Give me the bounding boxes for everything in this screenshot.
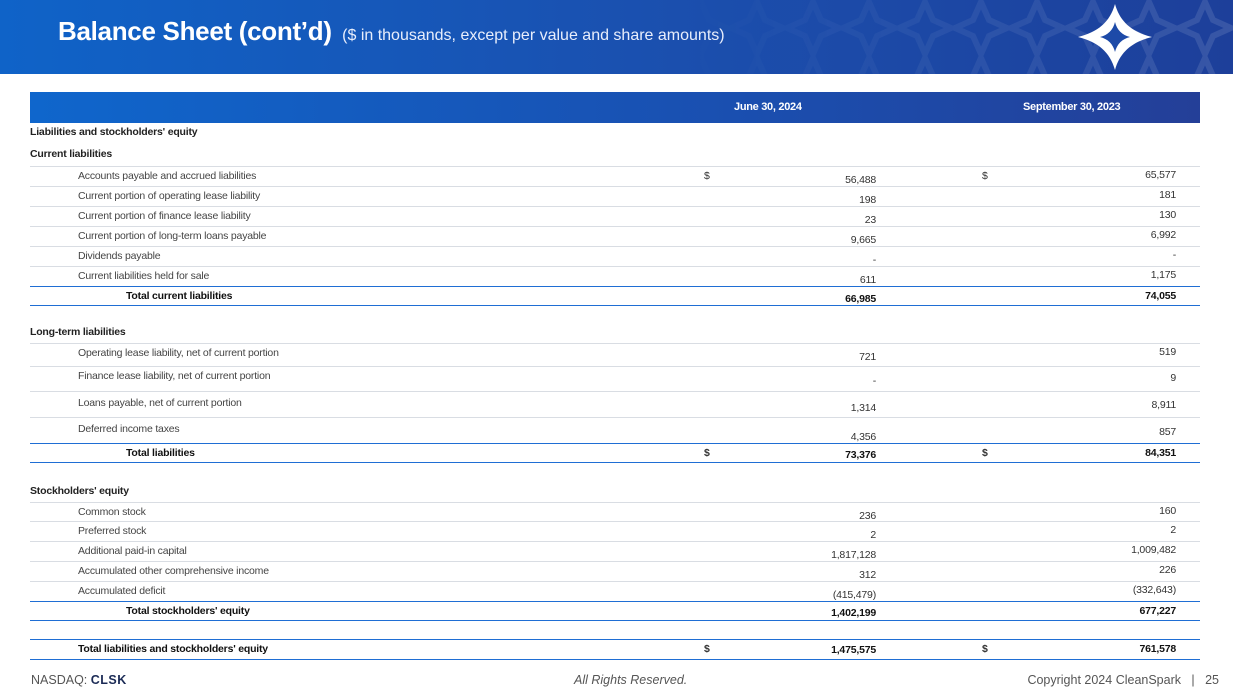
total-current-liabilities-row: Total current liabilities 66,985 74,055 <box>30 286 1200 306</box>
table-row: Current portion of finance lease liability 23 130 <box>30 207 1200 227</box>
page-title <box>58 16 725 47</box>
total-liabilities-row: Total liabilities $ 73,376 $ 84,351 <box>30 443 1200 463</box>
footer-copyright: Copyright 2024 CleanSpark | 25 <box>1027 673 1219 687</box>
table-row: Current portion of long-term loans payable 9,665 6,992 <box>30 227 1200 247</box>
section-heading: Liabilities and stockholders' equity <box>30 126 198 138</box>
ticker-symbol: CLSK <box>90 673 127 687</box>
footer-ticker: NASDAQ: CLSK <box>31 673 127 687</box>
table-row: Accounts payable and accrued liabilities $ 56,488 $ 65,577 <box>30 167 1200 187</box>
table-row: Accumulated deficit (415,479) (332,643) <box>78 584 1176 601</box>
column-header-sept-2023: September 30, 2023 <box>1023 101 1121 113</box>
table-row: Operating lease liability, net of current portion 721 519 <box>30 344 1200 367</box>
title-main: Balance Sheet (cont’d) <box>58 16 332 46</box>
table-row: Dividends payable - - <box>30 247 1200 267</box>
grand-total-row: Total liabilities and stockholders' equity $ 1,475,575 $ 761,578 <box>30 639 1200 660</box>
header-banner <box>0 0 1233 74</box>
table-row: Current liabilities held for sale 611 1,175 <box>78 269 1176 286</box>
table-row: Common stock 236 160 <box>30 503 1200 522</box>
spacer <box>30 463 1200 481</box>
column-header-june-2024: June 30, 2024 <box>734 101 802 113</box>
table-row: Finance lease liability, net of current portion - 9 <box>30 367 1200 392</box>
cleanspark-star-logo-icon <box>1076 2 1154 72</box>
long-term-liabilities-heading: Long-term liabilities <box>30 323 1200 344</box>
balance-sheet-table <box>30 92 1200 660</box>
stockholders-equity-heading: Stockholders' equity <box>30 481 1200 503</box>
table-row: Preferred stock 2 2 <box>30 522 1200 542</box>
table-row: Deferred income taxes 4,356 857 <box>78 423 1176 443</box>
spacer <box>30 621 1200 639</box>
spacer <box>30 306 1200 323</box>
current-liabilities-heading: Current liabilities <box>30 143 1200 167</box>
table-row: Accumulated other comprehensive income 312 226 <box>30 562 1200 582</box>
table-row: Additional paid-in capital 1,817,128 1,009,482 <box>30 542 1200 562</box>
table-row: Current portion of operating lease liability 198 181 <box>30 187 1200 207</box>
title-subtitle: ($ in thousands, except per value and share amounts) <box>342 27 725 44</box>
table-header <box>30 92 1200 123</box>
table-row: Loans payable, net of current portion 1,314 8,911 <box>30 392 1200 418</box>
footer-rights: All Rights Reserved. <box>574 673 688 687</box>
total-stockholders-equity-row: Total stockholders' equity 1,402,199 677,227 <box>30 601 1200 621</box>
